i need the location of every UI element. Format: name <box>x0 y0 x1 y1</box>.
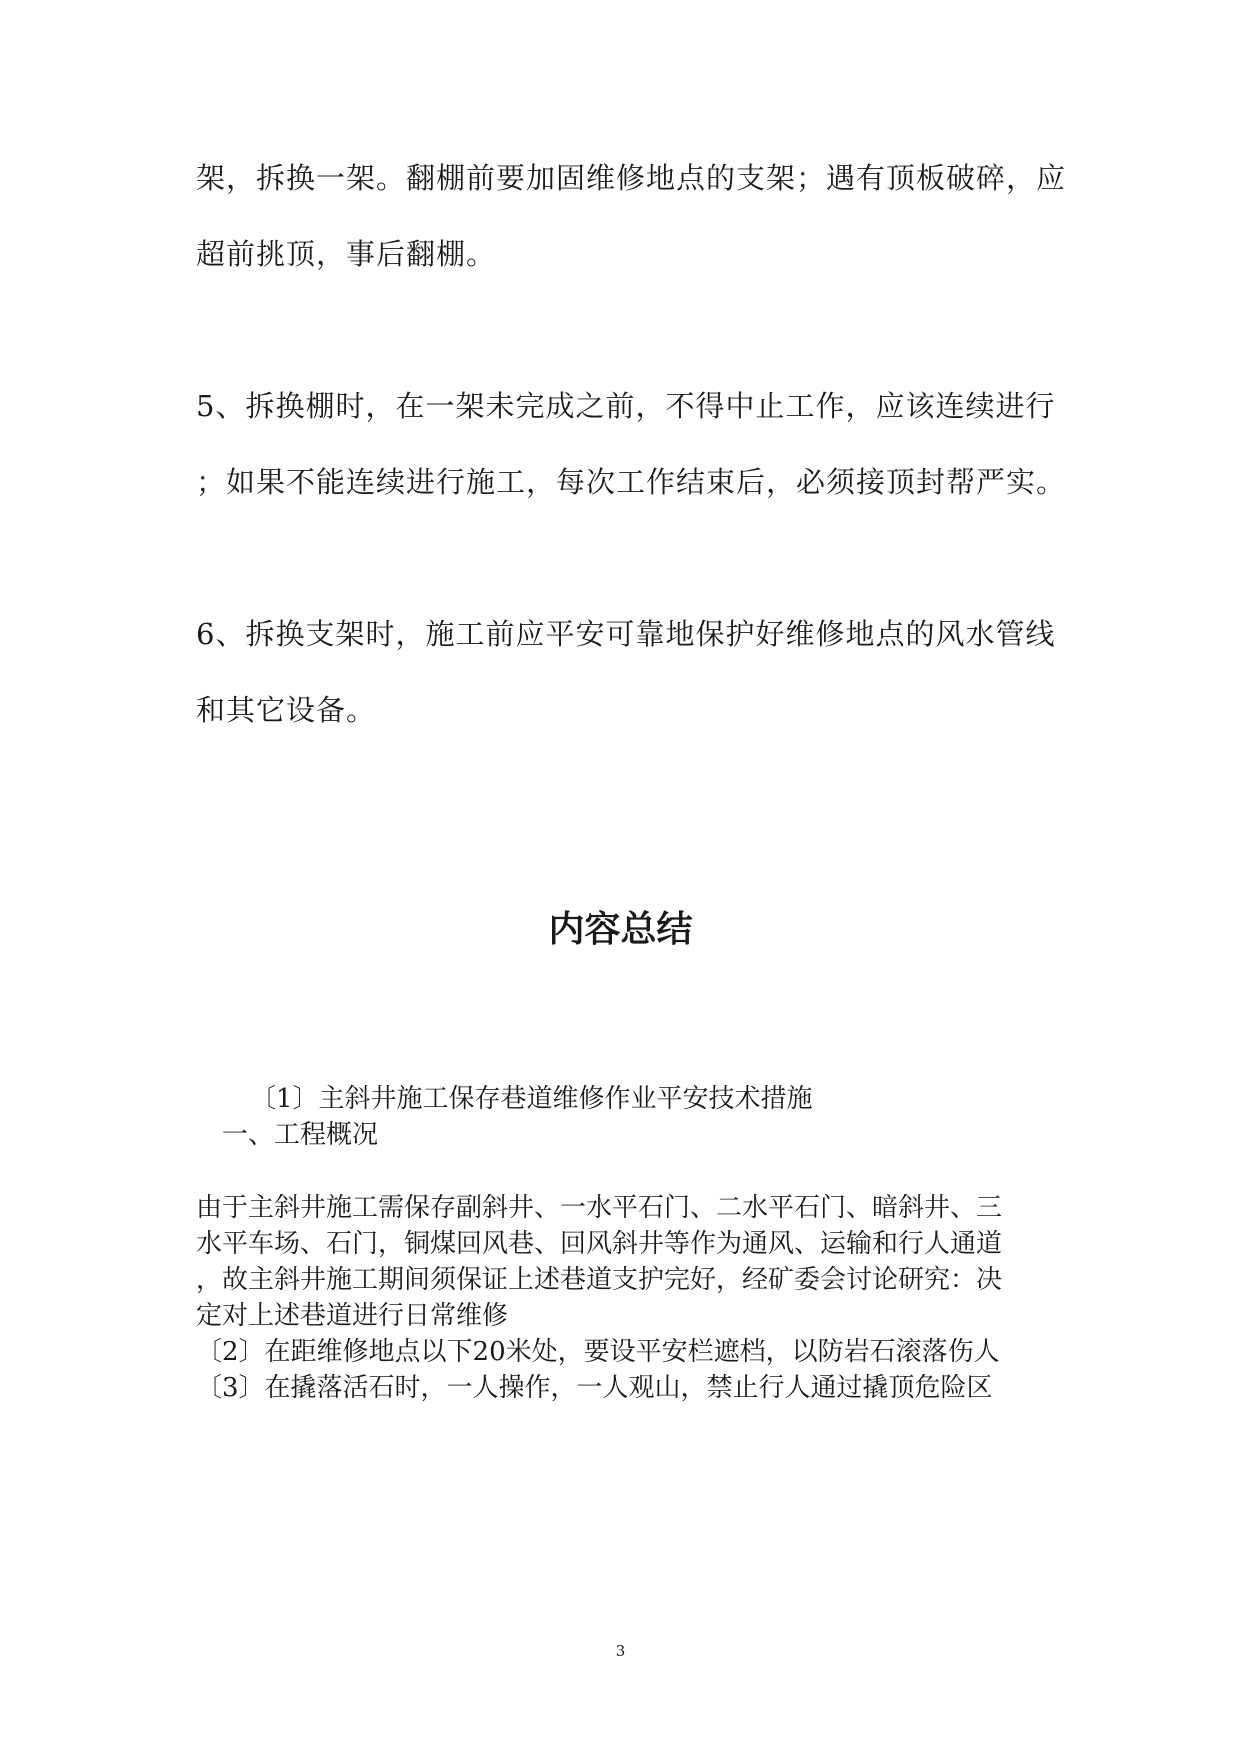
summary-paragraph-line-1: 由于主斜井施工需保存副斜井、一水平石门、二水平石门、暗斜井、三 <box>196 1193 1003 1223</box>
summary-paragraph-line-2: 水平车场、石门，铜煤回风巷、回风斜井等作为通风、运输和行人通道 <box>196 1229 1003 1259</box>
summary-item-3: 〔3〕在撬落活石时，一人操作，一人观山，禁止行人通过撬顶危险区 <box>196 1373 993 1403</box>
summary-title: 内容总结 <box>548 909 693 950</box>
summary-paragraph-line-4: 定对上述巷道进行日常维修 <box>196 1301 509 1331</box>
summary-item-1-subheading: 一、工程概况 <box>222 1120 379 1150</box>
page-number: 3 <box>615 1642 626 1660</box>
paragraph-6-line-2: 和其它设备。 <box>196 693 377 727</box>
summary-item-2: 〔2〕在距维修地点以下20米处，要设平安栏遮档，以防岩石滚落伤人 <box>196 1337 1000 1367</box>
paragraph-4-line-2: 超前挑顶，事后翻棚。 <box>196 237 497 271</box>
paragraph-5-line-1: 5、拆换棚时，在一架未完成之前，不得中止工作，应该连续进行 <box>196 389 1056 423</box>
paragraph-5-line-2: ；如果不能连续进行施工，每次工作结束后，必须接顶封帮严实。 <box>196 465 1067 499</box>
paragraph-6-line-1: 6、拆换支架时，施工前应平安可靠地保护好维修地点的风水管线 <box>196 617 1056 651</box>
summary-paragraph-line-3: ，故主斜井施工期间须保证上述巷道支护完好，经矿委会讨论研究：决 <box>196 1265 1003 1295</box>
summary-item-1: 〔1〕主斜井施工保存巷道维修作业平安技术措施 <box>250 1084 813 1114</box>
paragraph-4-line-1: 架，拆换一架。翻棚前要加固维修地点的支架；遇有顶板破碎，应 <box>196 161 1067 195</box>
